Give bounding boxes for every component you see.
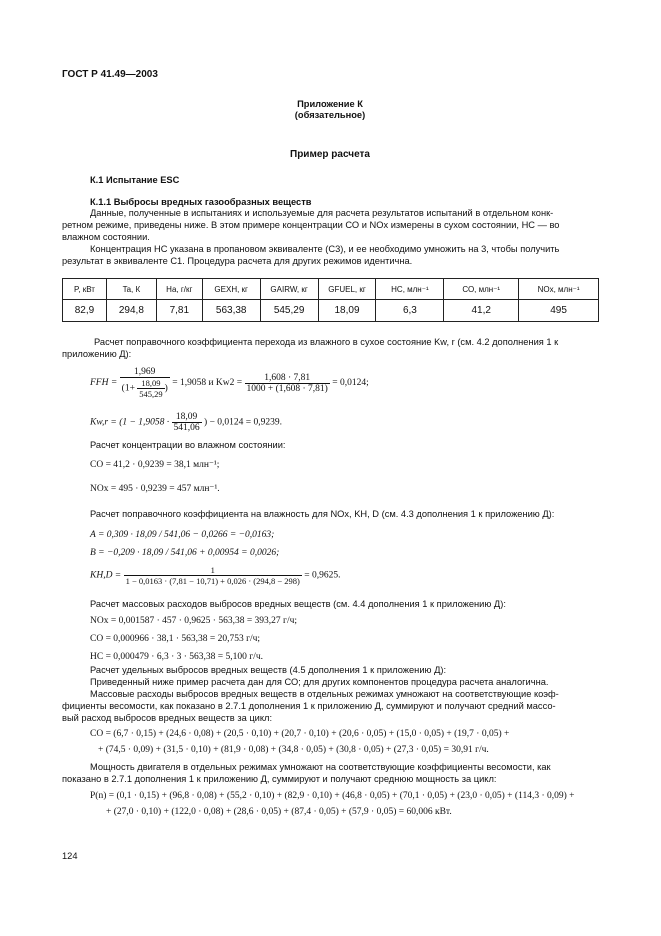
document-code: ГОСТ Р 41.49—2003 [62,69,158,80]
table-header-cell: Ta, К [106,279,156,300]
table-cell: 41,2 [444,300,519,322]
table-cell: 545,29 [260,300,318,322]
formula-co-cycle-1: CO = (6,7 · 0,15) + (24,6 · 0,08) + (20,5 · 0,10) + (20,7 · 0,10) + (20,6 · 0,05) + (15,0 · 0,05) + (19,7 · 0,05) + [90,729,510,739]
table-header-cell: GFUEL, кг [318,279,376,300]
table-row [63,300,599,322]
table-header-row [63,279,599,300]
table-header-cell: GEXH, кг [202,279,260,300]
intro-line-1: Данные, полученные в испытаниях и используемые для расчета результатов испытаний в отдельном конк- [90,208,554,218]
appendix-status: (обязательное) [294,110,366,120]
kwr-lhs: Kw,r = (1 − 1,9058 · [90,417,170,428]
kw2-denominator: 1000 + (1,608 · 7,81) [246,383,328,394]
intro-line-5: результат в эквиваленте С1. Процедура расчета для других режимов идентична. [62,256,413,266]
khd-fraction [124,565,302,586]
page-number: 124 [62,851,78,861]
measurement-table [62,278,599,322]
table-cell: 563,38 [202,300,260,322]
table-header-cell: NOx, млн⁻¹ [519,279,599,300]
ffh-inner-denominator: 545,29 [139,389,163,399]
intro-line-2: ретном режиме, приведены ниже. В этом примере концентрации СО и NOx измерены в сухом состоянии, НС — во [62,220,560,230]
formula-khd [90,565,341,586]
paragraph-power-1: Мощность двигателя в отдельных режимах умножают на соответствующие коэффициенты весомости, как [90,762,551,772]
formula-power-cycle-2: + (27,0 · 0,10) + (122,0 · 0,08) + (28,6 · 0,05) + (87,4 · 0,05) + (57,9 · 0,05) = 60,006 кВт. [106,807,452,817]
formula-co-mass: СО = 0,000966 · 38,1 · 563,38 = 20,753 г/ч; [90,634,261,644]
paragraph-wet-concentration: Расчет концентрации во влажном состоянии: [90,440,286,450]
formula-hc-mass: НС = 0,000479 · 6,3 · 3 · 563,38 = 5,100 г/ч. [90,652,263,662]
ffh-inner-fraction [137,378,164,399]
kwr-numerator: 18,09 [175,412,198,422]
formula-ffh-kw2 [90,367,369,399]
kwr-fraction [172,412,202,433]
formula-co-cycle-2: + (74,5 · 0,09) + (31,5 · 0,10) + (81,9 · 0,08) + (34,8 · 0,05) + (30,8 · 0,05) + (27,3 · 0,05) = 30,91 г/ч. [98,745,489,755]
ffh-fraction [120,367,170,399]
intro-line-4: Концентрация НС указана в пропановом эквиваленте (С3), и ее необходимо умножить на 3, чтобы получить [90,244,560,254]
paragraph-specific-emissions: Расчет удельных выбросов вредных веществ (4.5 дополнения 1 к приложению Д): [90,665,447,675]
ffh-inner-numerator: 18,09 [141,378,161,388]
paragraph-khd: Расчет поправочного коэффициента на влажность для NOx, KH, D (см. 4.3 дополнения 1 к приложению Д): [90,509,555,519]
paragraph-kwr-1: Расчет поправочного коэффициента перехода из влажного в сухое состояние Kw, r (см. 4.2 дополнения 1 к [94,337,559,347]
formula-nox-mass: NOx = 0,001587 · 457 · 0,9625 · 563,38 = 393,27 г/ч; [90,616,298,626]
section-k1-heading: К.1 Испытание ESC [90,175,180,185]
paragraph-weighted-3: вый расход выбросов вредных веществ за цикл: [62,713,273,723]
paragraph-weighted-1: Массовые расходы выбросов вредных веществ в отдельных режимах умножают на соответствующие коэф- [90,689,559,699]
kw2-fraction [245,373,330,394]
intro-line-3: влажном состоянии. [62,232,150,242]
formula-kwr [90,412,282,433]
table-header-cell: Ha, г/кг [156,279,202,300]
section-k11-heading: К.1.1 Выбросы вредных газообразных веществ [90,197,312,207]
table-cell: 6,3 [376,300,444,322]
table-cell: 495 [519,300,599,322]
kw2-numerator: 1,608 · 7,81 [264,372,311,383]
paragraph-kwr-2: приложению Д): [62,349,132,359]
ffh-numerator: 1,969 [134,367,156,377]
ffh-result: = 1,9058 и Kw2 = [172,378,243,389]
ffh-denominator: (1+ $\frac{18,09}{545,29}$ ) [121,378,168,399]
khd-lhs: KH,D = [90,570,122,581]
paragraph-weighted-2: фициенты весомости, как показано в 2.7.1 дополнения 1 к приложению Д, суммируют и получают средний массо- [62,701,556,711]
table-cell: 82,9 [63,300,107,322]
table-cell: 18,09 [318,300,376,322]
ffh-denominator-one: 1+ [124,383,135,394]
table-cell: 7,81 [156,300,202,322]
formula-power-cycle-1: P(n) = (0,1 · 0,15) + (96,8 · 0,08) + (55,2 · 0,10) + (82,9 · 0,10) + (46,8 · 0,05) + (70,1 · 0,05) + (23,0 · 0,05) + (114,3 · 0,09) + [90,791,575,801]
paragraph-example-co: Приведенный ниже пример расчета дан для СО; для других компонентов процедура расчета аналогична. [90,677,549,687]
paragraph-mass-flow: Расчет массовых расходов выбросов вредных веществ (см. 4.4 дополнения 1 к приложению Д): [90,599,506,609]
paragraph-power-2: показано в 2.7.1 дополнения 1 к приложению Д, суммируют и получают среднюю мощность за цикл: [62,774,497,784]
appendix-heading: Пример расчета [290,149,370,160]
kwr-denominator: 541,06 [173,423,200,433]
ffh-lhs: FFH = [90,378,118,389]
table-header-cell: P, кВт [63,279,107,300]
table-header-cell: НС, млн⁻¹ [376,279,444,300]
formula-b: B = −0,209 · 18,09 / 541,06 + 0,00954 = 0,0026; [90,548,280,558]
table-cell: 294,8 [106,300,156,322]
khd-result: = 0,9625. [304,570,341,581]
formula-co-wet: СО = 41,2 · 0,9239 = 38,1 млн⁻¹; [90,460,220,470]
table-header-cell: GAIRW, кг [260,279,318,300]
formula-nox-wet: NOx = 495 · 0,9239 = 457 млн⁻¹. [90,484,220,494]
kwr-result: ) − 0,0124 = 0,9239. [204,417,283,428]
formula-a: A = 0,309 · 18,09 / 541,06 − 0,0266 = −0,0163; [90,530,275,540]
khd-numerator: 1 [210,565,215,575]
table-header-cell: СО, млн⁻¹ [444,279,519,300]
khd-denominator: 1 − 0,0163 · (7,81 − 10,71) + 0,026 · (294,8 − 298) [125,576,300,586]
appendix-title: Приложение К [297,99,363,109]
kw2-result: = 0,0124; [332,378,369,389]
